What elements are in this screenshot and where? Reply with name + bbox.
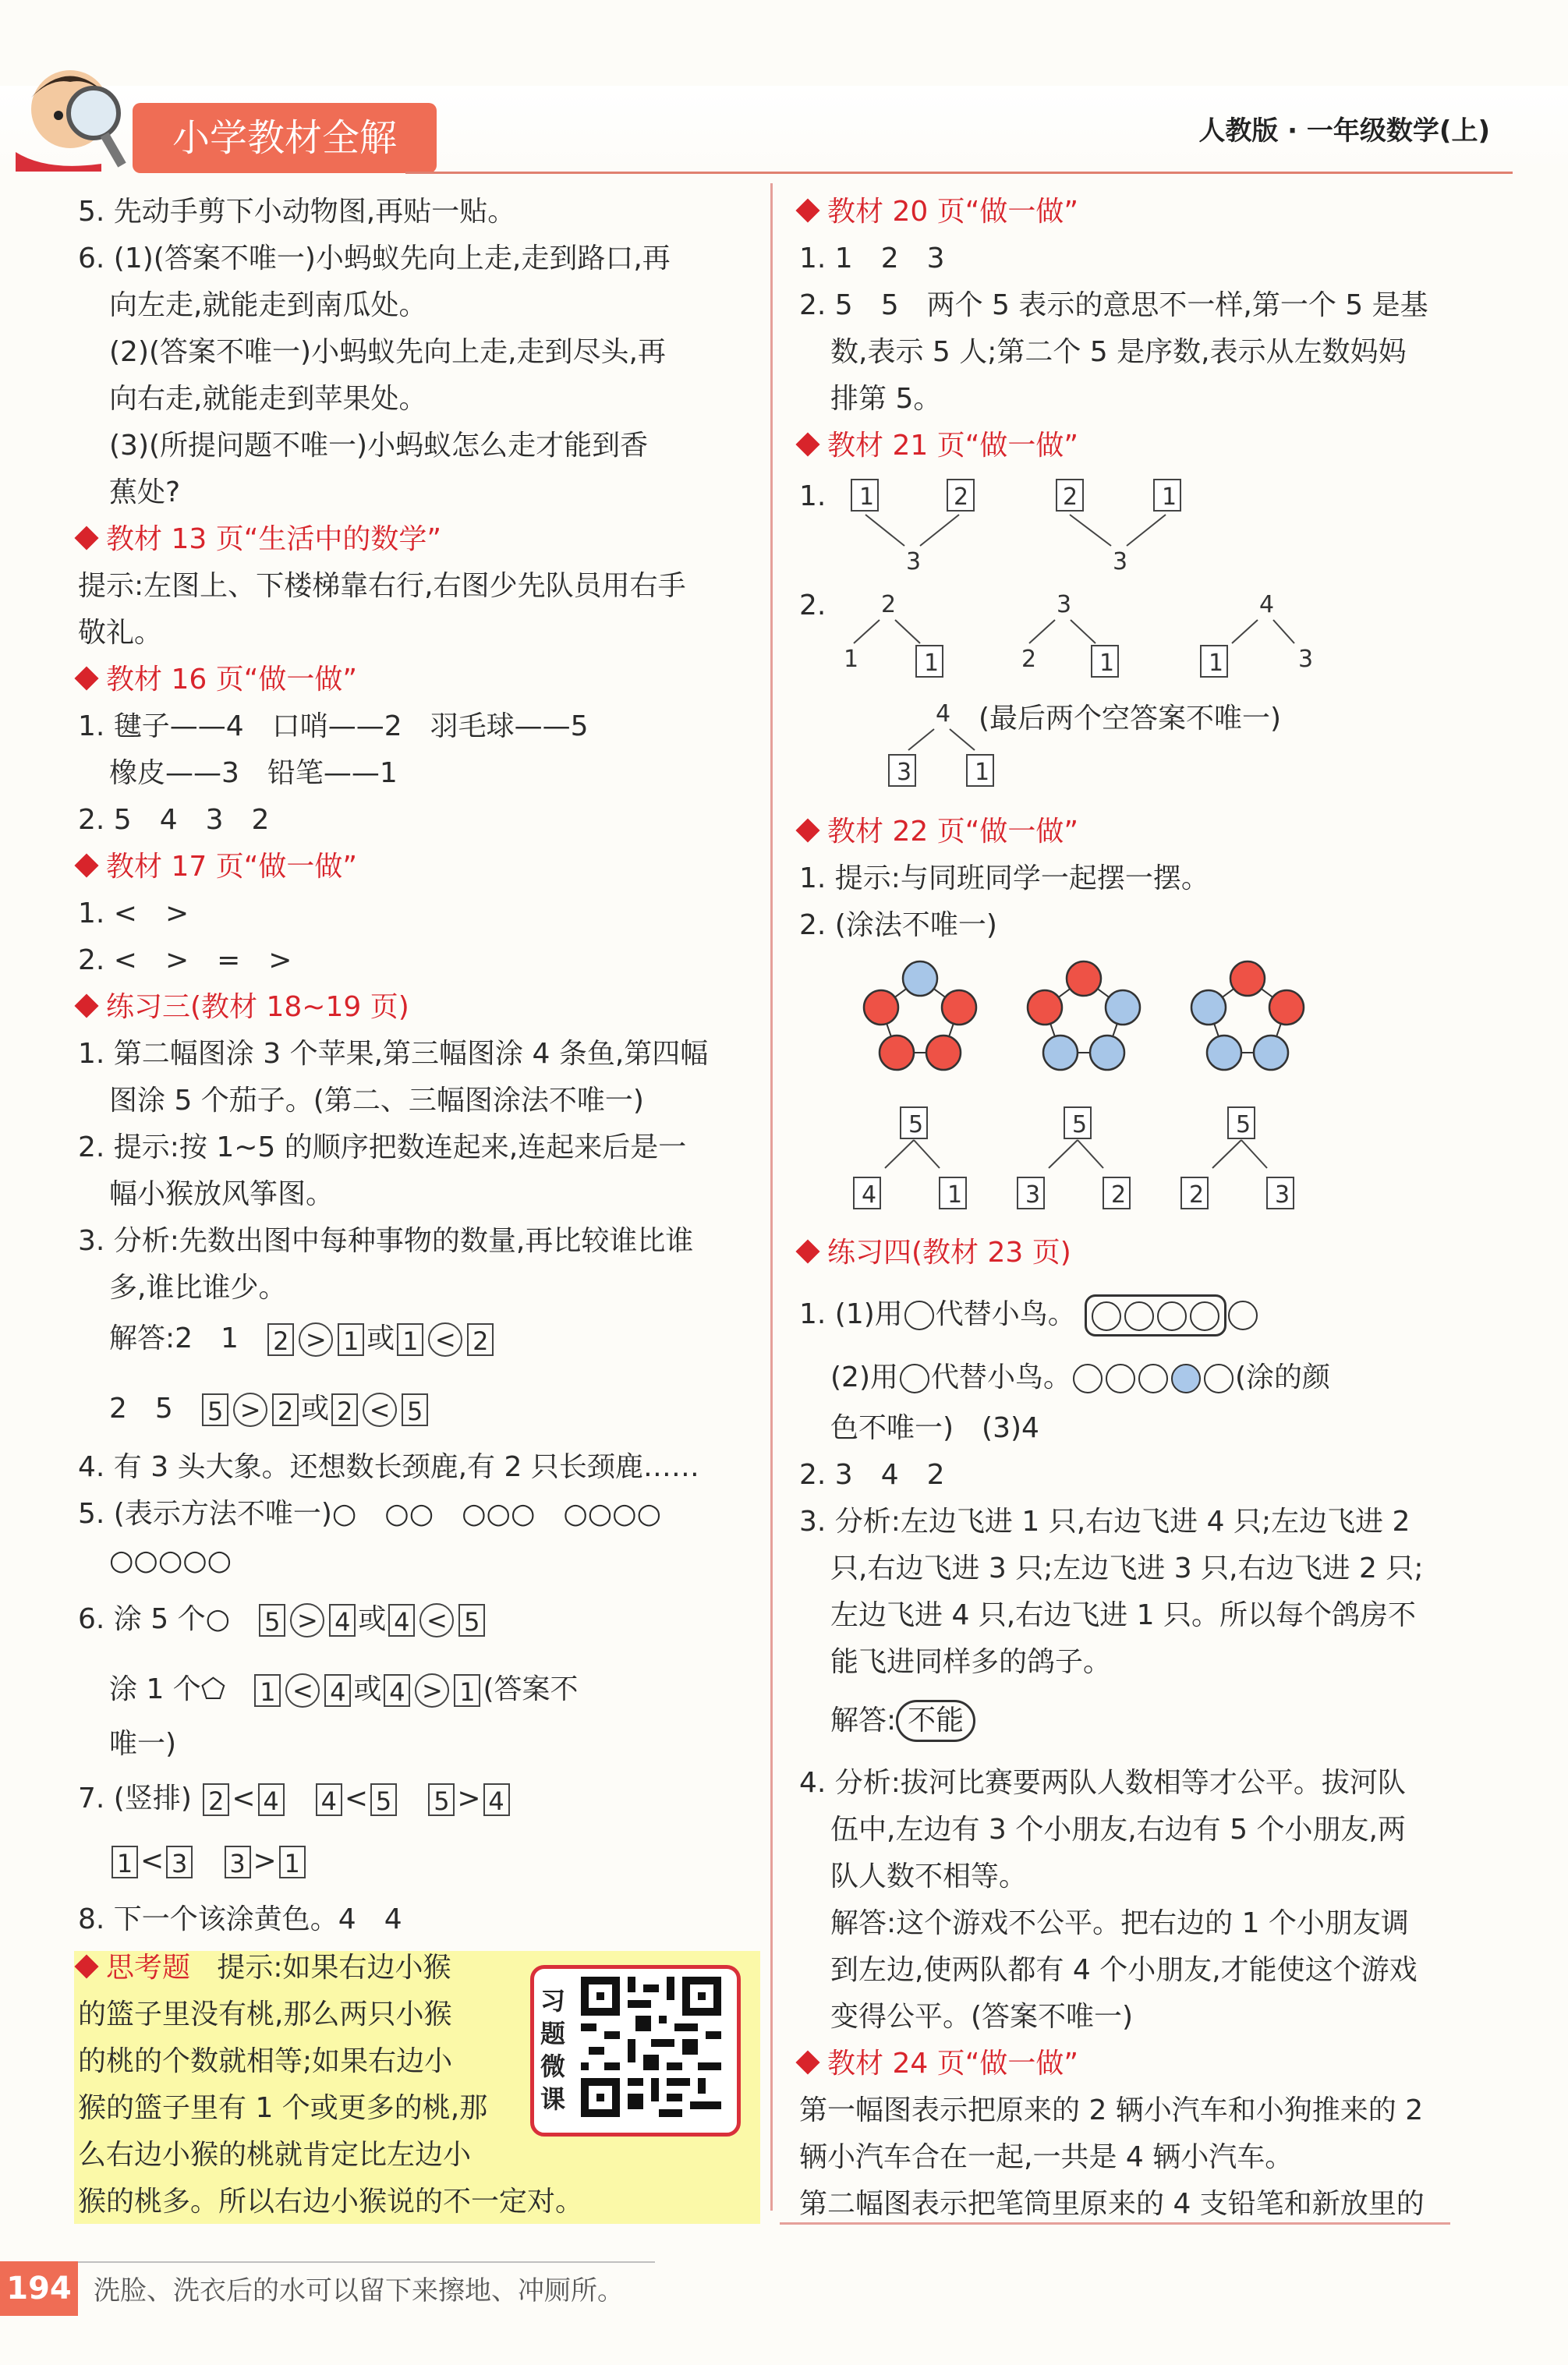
circle-symbol xyxy=(904,1301,934,1330)
answer-line: 2. 5 4 3 2 xyxy=(78,804,270,836)
answer-line: 只,右边飞进 3 只;左边飞进 3 只,右边飞进 2 只; xyxy=(830,1552,1424,1584)
circled-group xyxy=(1085,1294,1226,1337)
number-box: 5 xyxy=(202,1393,228,1426)
answer-line: 图涂 5 个茄子。(第二、三幅图涂法不唯一) xyxy=(109,1085,644,1117)
answer-line xyxy=(830,1700,975,1742)
answer-line: 5. (表示方法不唯一)○ ○○ ○○○ ○○○○ xyxy=(78,1498,662,1530)
answer-note: (最后两个空答案不唯一) xyxy=(979,703,1282,735)
thinking-title: 思考题 xyxy=(106,1952,191,1984)
answer-prefix: 2 5 xyxy=(109,1393,173,1425)
answer-text: (涂的颜 xyxy=(1235,1361,1331,1393)
comparison-answer xyxy=(109,1392,430,1427)
split-line xyxy=(1078,1140,1103,1168)
answer-line: 向左走,就能走到南瓜处。 xyxy=(109,289,427,321)
circle-coloring-diagrams xyxy=(838,951,1306,1220)
digit: 5 xyxy=(908,1111,924,1138)
number-box: 1 xyxy=(338,1323,364,1356)
number-box: 5 xyxy=(458,1604,485,1637)
pentagon-group xyxy=(1191,961,1304,1070)
split-line xyxy=(1071,620,1095,643)
answer-line: 第二幅图表示把笔筒里原来的 4 支铅笔和新放里的 xyxy=(799,2188,1425,2220)
or-text: 或 xyxy=(301,1393,330,1425)
answer-line: 伍中,左边有 3 个小朋友,右边有 5 个小朋友,两 xyxy=(830,1814,1406,1846)
circle-symbol-blue xyxy=(1171,1364,1201,1393)
book-edition: 人教版 · 一年级数学(上) xyxy=(1198,115,1490,147)
thinking-line: 的篮子里没有桃,那么两只小猴 xyxy=(78,1999,452,2030)
or-text: 或 xyxy=(353,1673,382,1705)
compare-circle: > xyxy=(290,1603,324,1637)
answer-line: 5. 先动手剪下小动物图,再贴一贴。 xyxy=(78,196,516,228)
number-box: 1 xyxy=(254,1674,281,1707)
answer-line: 2. 5 5 两个 5 表示的意思不一样,第一个 5 是基 xyxy=(799,289,1428,321)
answer-prefix: 6. 涂 5 个○ xyxy=(78,1603,230,1635)
split-line xyxy=(885,1140,914,1168)
circle-symbol xyxy=(1190,1301,1219,1331)
circle-symbol xyxy=(1124,1301,1154,1331)
number-box: 5 xyxy=(370,1783,397,1816)
number-box: 4 xyxy=(384,1674,410,1707)
section-heading: 教材 20 页“做一做” xyxy=(799,195,1078,229)
number-box: 5 xyxy=(402,1393,428,1426)
digit: 3 xyxy=(897,759,912,786)
number-box: 1 xyxy=(111,1846,138,1878)
answer-line: 提示:左图上、下楼梯靠右行,右图少先队员用右手 xyxy=(78,570,686,602)
circle-symbol xyxy=(1157,1301,1187,1331)
answer-line: 2. 提示:按 1~5 的顺序把数连起来,连起来后是一 xyxy=(78,1131,687,1163)
digit: 3 xyxy=(1275,1181,1290,1209)
digit: 1 xyxy=(844,646,859,673)
mascot-illustration xyxy=(16,55,140,172)
digit: 3 xyxy=(1113,548,1128,575)
answer-line: 幅小猴放风筝图。 xyxy=(109,1178,334,1210)
diamond-icon xyxy=(795,432,819,456)
comparison-answer xyxy=(78,1602,487,1637)
answer-prefix: 解答:2 1 xyxy=(109,1322,239,1354)
answer-prefix: 涂 1 个⬠ xyxy=(109,1673,226,1705)
section-heading: 教材 21 页“做一做” xyxy=(799,429,1078,463)
split-line xyxy=(865,515,904,546)
digit: 2 xyxy=(1189,1181,1205,1209)
digit: 1 xyxy=(1162,483,1177,511)
thinking-text: 提示:如果右边小猴 xyxy=(217,1952,451,1984)
answer-line: 1. 1 2 3 xyxy=(799,243,945,274)
thinking-line: 的桃的个数就相等;如果右边小 xyxy=(78,2045,453,2077)
answer-line: 2. (涂法不唯一) xyxy=(799,909,997,941)
section-heading: 练习三(教材 18~19 页) xyxy=(78,990,409,1025)
digit: 4 xyxy=(936,700,951,728)
answer-line: 4. 分析:拔河比赛要两队人数相等才公平。拔河队 xyxy=(799,1767,1406,1799)
number-box: 1 xyxy=(397,1323,423,1356)
diamond-icon xyxy=(795,1239,819,1263)
page-number: 194 xyxy=(0,2261,78,2316)
circle-symbol xyxy=(1138,1364,1168,1393)
split-line xyxy=(1127,515,1166,546)
split-line xyxy=(1212,1140,1241,1168)
number-box: 2 xyxy=(467,1323,494,1356)
answer-line: 队人数不相等。 xyxy=(830,1860,1028,1892)
split-line xyxy=(895,620,920,643)
answer-text: 代替小鸟。 xyxy=(935,1298,1076,1330)
thinking-line: 么右边小猴的桃就肯定比左边小 xyxy=(78,2139,472,2171)
comparison-answer xyxy=(109,1844,308,1878)
diamond-icon xyxy=(74,853,98,877)
circle-symbol xyxy=(1228,1301,1258,1330)
digit: 3 xyxy=(906,548,922,575)
split-line xyxy=(1029,620,1055,643)
thinking-line: 猴的桃多。所以右边小猴说的不一定对。 xyxy=(78,2186,584,2218)
number-box: 2 xyxy=(203,1783,229,1816)
qr-label: 习题微课 xyxy=(540,1986,566,2114)
digit: 3 xyxy=(1057,591,1072,618)
answer-line: ○○○○○ xyxy=(109,1545,232,1577)
pentagon-group xyxy=(1028,961,1140,1070)
footer-divider xyxy=(78,2261,655,2263)
column-separator xyxy=(770,183,773,2211)
section-heading: 教材 22 页“做一做” xyxy=(799,815,1078,849)
answer-line: 1. 提示:与同班同学一起摆一摆。 xyxy=(799,862,1209,894)
digit: 2 xyxy=(954,483,969,511)
answer-line: 1. < > xyxy=(78,897,189,929)
answer-text: (2)用 xyxy=(830,1361,898,1393)
compare-circle: < xyxy=(428,1322,462,1357)
diamond-icon xyxy=(74,1954,98,1978)
diamond-icon xyxy=(795,198,819,222)
item-number: 2. xyxy=(799,589,826,621)
digit: 1 xyxy=(947,1181,963,1209)
split-line xyxy=(1241,1140,1267,1168)
answer-line: 解答:这个游戏不公平。把右边的 1 个小朋友调 xyxy=(830,1907,1409,1939)
compare-circle: > xyxy=(415,1673,449,1708)
digit: 1 xyxy=(859,483,875,511)
split-line xyxy=(1232,620,1258,643)
answer-line: 6. (1)(答案不唯一)小蚂蚁先向上走,走到路口,再 xyxy=(78,243,671,274)
compare-circle: > xyxy=(233,1393,267,1427)
number-box: 2 xyxy=(267,1323,294,1356)
digit: 1 xyxy=(1209,650,1224,677)
section-heading: 教材 17 页“做一做” xyxy=(78,850,357,884)
comparison-answer xyxy=(78,1782,512,1816)
lt-sign: < xyxy=(140,1845,165,1877)
answer-line: 2. < > = > xyxy=(78,944,292,976)
lt-sign: < xyxy=(232,1783,256,1814)
answer-line: 1. 第二幅图涂 3 个苹果,第三幅图涂 4 条鱼,第四幅 xyxy=(78,1038,709,1070)
answer-line: 3. 分析:左边飞进 1 只,右边飞进 4 只;左边飞进 2 xyxy=(799,1506,1410,1538)
answer-line: 2. 3 4 2 xyxy=(799,1459,945,1491)
answer-line: 1. 毽子——4 口哨——2 羽毛球——5 xyxy=(78,710,589,742)
compare-circle: < xyxy=(285,1673,320,1708)
digit: 5 xyxy=(1072,1111,1088,1138)
answer-prefix: 7. (竖排) xyxy=(78,1783,192,1814)
gt-sign: > xyxy=(457,1783,481,1814)
number-box: 4 xyxy=(258,1783,285,1816)
number-box: 3 xyxy=(166,1846,193,1878)
footer-tip: 洗脸、洗衣后的水可以留下来擦地、冲厕所。 xyxy=(94,2275,624,2307)
circled-answer: 不能 xyxy=(896,1700,975,1742)
split-line xyxy=(1049,1140,1078,1168)
answer-line: 数,表示 5 人;第二个 5 是序数,表示从左数妈妈 xyxy=(830,336,1407,368)
split-line xyxy=(914,1140,940,1168)
section-heading: 教材 16 页“做一做” xyxy=(78,663,357,697)
split-diagrams-row2 xyxy=(834,585,1333,803)
answer-line: 第一幅图表示把原来的 2 辆小汽车和小狗推来的 2 xyxy=(799,2094,1424,2126)
answer-line: 橡皮——3 铅笔——1 xyxy=(109,757,398,789)
diamond-icon xyxy=(74,526,98,550)
split-line xyxy=(920,515,959,546)
section-heading: 教材 13 页“生活中的数学” xyxy=(78,522,441,557)
gt-sign: > xyxy=(253,1845,277,1877)
number-box: 2 xyxy=(331,1393,358,1426)
diamond-icon xyxy=(74,666,98,690)
split-line xyxy=(908,729,934,750)
qr-code-panel[interactable] xyxy=(530,1965,741,2137)
circle-symbol xyxy=(1204,1364,1234,1393)
answer-line: 多,谁比谁少。 xyxy=(109,1272,287,1304)
comparison-answer xyxy=(109,1673,579,1708)
or-text: 或 xyxy=(366,1322,395,1354)
digit: 5 xyxy=(1236,1111,1251,1138)
compare-circle: > xyxy=(299,1322,333,1357)
compare-circle: < xyxy=(419,1603,454,1637)
answer-line xyxy=(799,1294,1259,1337)
digit: 4 xyxy=(862,1181,877,1209)
number-box: 4 xyxy=(388,1604,415,1637)
lt-sign: < xyxy=(344,1783,369,1814)
answer-text: 解答: xyxy=(830,1705,897,1737)
answer-line: 蕉处? xyxy=(109,476,181,508)
compare-circle: < xyxy=(363,1393,397,1427)
header-divider xyxy=(405,172,1513,174)
number-box: 4 xyxy=(483,1783,510,1816)
circle-symbol xyxy=(1106,1364,1135,1393)
answer-line: 左边飞进 4 只,右边飞进 1 只。所以每个鸽房不 xyxy=(830,1599,1417,1631)
circle-symbol xyxy=(1073,1364,1103,1393)
digit: 3 xyxy=(1025,1181,1041,1209)
circle-symbol xyxy=(900,1364,929,1393)
number-box: 5 xyxy=(428,1783,455,1816)
section-heading: 练习四(教材 23 页) xyxy=(799,1236,1071,1270)
circle-symbol xyxy=(1092,1301,1121,1331)
digit: 2 xyxy=(1111,1181,1127,1209)
number-box: 4 xyxy=(324,1674,351,1707)
split-line xyxy=(854,620,880,643)
diamond-icon xyxy=(795,818,819,842)
number-box: 1 xyxy=(454,1674,480,1707)
number-box: 1 xyxy=(279,1846,306,1878)
number-box: 3 xyxy=(225,1846,251,1878)
qr-code-icon xyxy=(581,1977,721,2117)
split-line xyxy=(1273,620,1294,643)
number-box: 4 xyxy=(316,1783,342,1816)
item-number: 1. xyxy=(799,480,826,512)
diamond-icon xyxy=(795,2050,819,2074)
split-line xyxy=(1070,515,1111,546)
digit: 2 xyxy=(881,591,897,618)
answer-line: 向右走,就能走到苹果处。 xyxy=(109,383,427,415)
section-heading: 教材 24 页“做一做” xyxy=(799,2047,1078,2081)
answer-line: 4. 有 3 头大象。还想数长颈鹿,有 2 只长颈鹿…… xyxy=(78,1451,699,1483)
answer-line: 能飞进同样多的鸽子。 xyxy=(830,1646,1112,1678)
bottom-divider xyxy=(780,2222,1450,2225)
answer-line: 3. 分析:先数出图中每种事物的数量,再比较谁比谁 xyxy=(78,1225,694,1257)
digit: 2 xyxy=(1063,483,1078,511)
digit: 1 xyxy=(924,650,940,677)
thinking-line xyxy=(78,1951,451,1985)
digit: 2 xyxy=(1021,646,1037,673)
book-title: 小学教材全解 xyxy=(133,103,437,173)
answer-line: 敬礼。 xyxy=(78,617,163,649)
digit: 3 xyxy=(1298,646,1314,673)
number-box: 2 xyxy=(272,1393,299,1426)
comparison-answer xyxy=(109,1322,496,1357)
answer-line: 变得公平。(答案不唯一) xyxy=(830,2001,1134,2033)
digit: 1 xyxy=(975,759,990,786)
split-line xyxy=(950,729,975,750)
thinking-line: 猴的篮子里有 1 个或更多的桃,那 xyxy=(78,2092,488,2124)
or-text: 或 xyxy=(358,1603,387,1635)
number-box: 4 xyxy=(329,1604,356,1637)
answer-line: 到左边,使两队都有 4 个小朋友,才能使这个游戏 xyxy=(830,1954,1418,1986)
digit: 4 xyxy=(1259,591,1275,618)
answer-line: (2)(答案不唯一)小蚂蚁先向上走,走到尽头,再 xyxy=(109,336,666,368)
answer-line: 辆小汽车合在一起,一共是 4 辆小汽车。 xyxy=(799,2141,1294,2173)
pentagon-group xyxy=(864,961,976,1070)
answer-line: 色不唯一) (3)4 xyxy=(830,1412,1039,1444)
answer-line xyxy=(830,1361,1330,1395)
answer-text: 代替小鸟。 xyxy=(931,1361,1072,1393)
answer-line: (3)(所提问题不唯一)小蚂蚁怎么走才能到香 xyxy=(109,430,649,462)
split-diagrams-row1 xyxy=(842,472,1177,575)
answer-note: (答案不 xyxy=(483,1673,579,1705)
diamond-icon xyxy=(74,993,98,1018)
answer-line: 唯一) xyxy=(109,1728,177,1760)
number-box: 5 xyxy=(259,1604,285,1637)
answer-line: 排第 5。 xyxy=(830,383,942,415)
answer-text: 1. (1)用 xyxy=(799,1298,903,1330)
digit: 1 xyxy=(1099,650,1115,677)
answer-line: 8. 下一个该涂黄色。4 4 xyxy=(78,1903,402,1935)
